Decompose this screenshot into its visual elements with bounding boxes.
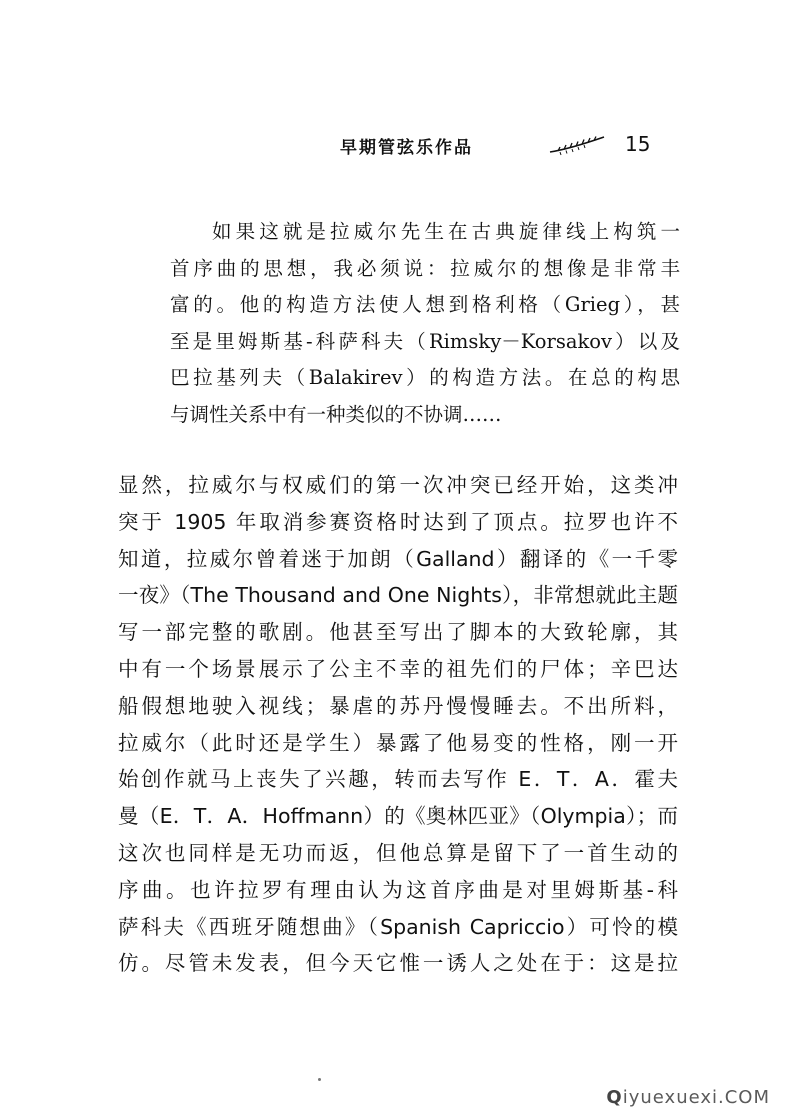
quote-line: 如果这就是拉威尔先生在古典旋律线上构筑一 [212,220,680,243]
block-quote [170,214,680,434]
watermark-q: Q [606,1087,623,1108]
feather-flourish-icon [548,134,608,156]
body-line: 拉威尔（此时还是学生）暴露了他易变的性格，刚一开 [118,730,678,755]
watermark-text: iyuexuexi.COM [622,1087,770,1108]
running-head [340,130,670,164]
body-line: 仿。尽管未发表，但今天它惟一诱人之处在于：这是拉 [118,951,678,976]
scan-speck [318,1078,321,1081]
body-line: 始创作就马上丧失了兴趣，转而去写作 E．T．A．霍夫 [118,767,678,792]
site-watermark [606,1087,770,1108]
page-number: 15 [625,132,651,156]
body-line: 中有一个场景展示了公主不幸的祖先们的尸体；辛巴达 [118,656,678,681]
body-paragraph [118,467,678,982]
body-line: 写一部完整的歌剧。他甚至写出了脚本的大致轮廓，其 [118,620,678,645]
body-line: 突于 1905 年取消参赛资格时达到了顶点。拉罗也许不 [118,509,678,534]
body-line: 知道，拉威尔曾着迷于加朗（Galland）翻译的《一千零 [118,546,678,571]
body-line: 一夜》（The Thousand and One Nights），非常想就此主题 [118,583,678,608]
body-line: 显然，拉威尔与权威们的第一次冲突已经开始，这类冲 [118,473,678,497]
quote-line: 首序曲的思想，我必须说：拉威尔的想像是非常丰 [170,256,680,280]
quote-line: 与调性关系中有一种类似的不协调…… [170,402,502,426]
body-line: 船假想地驶入视线；暴虐的苏丹慢慢睡去。不出所料， [118,693,678,718]
body-line: 这次也同样是无功而返，但他总算是留下了一首生动的 [118,840,678,865]
body-line: 序曲。也许拉罗有理由认为这首序曲是对里姆斯基-科 [118,877,678,902]
body-line: 曼（E．T．A．Hoffmann）的《奥林匹亚》（Olympia）；而 [118,804,678,829]
quote-line: 富的。他的构造方法使人想到格利格（Grieg），甚 [170,293,680,317]
quote-line: 巴拉基列夫（Balakirev）的构造方法。在总的构思 [170,366,680,390]
quote-line: 至是里姆斯基-科萨科夫（Rimsky－Korsakov）以及 [170,329,680,353]
body-line: 萨科夫《西班牙随想曲》（Spanish Capriccio）可怜的模 [118,914,678,939]
chapter-title: 早期管弦乐作品 [340,138,473,158]
